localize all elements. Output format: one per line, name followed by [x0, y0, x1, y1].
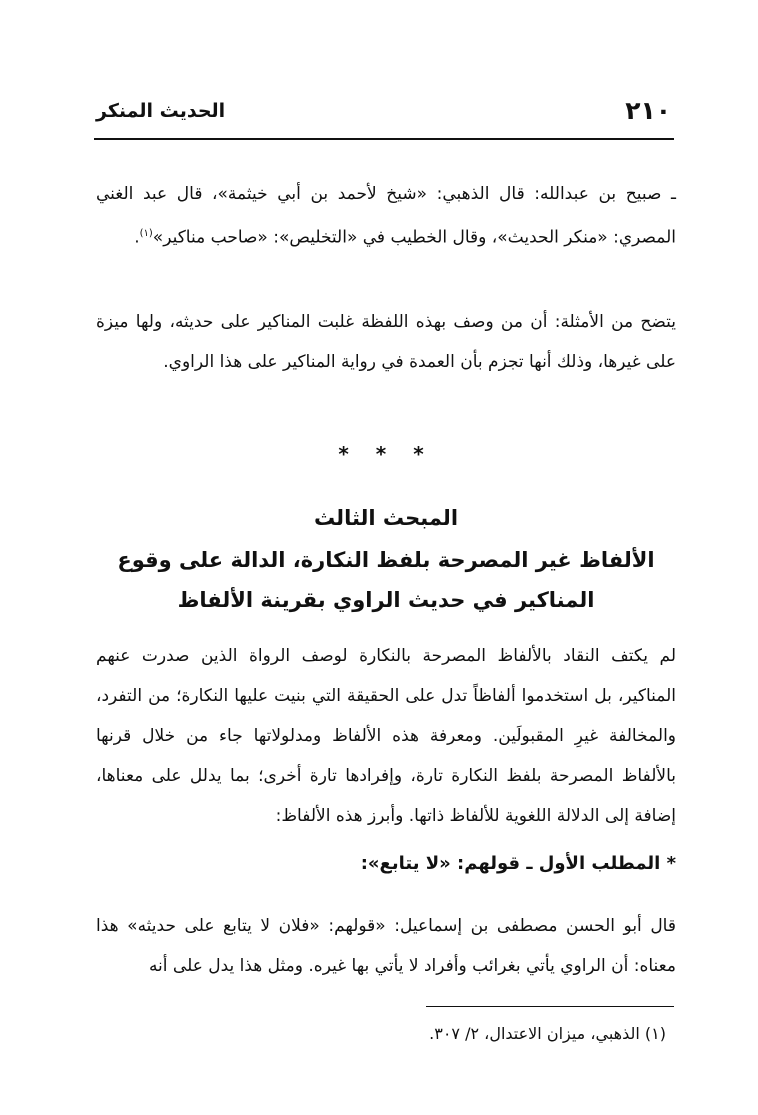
paragraph-text: ـ صبيح بن عبدالله: قال الذهبي: «شيخ لأحمد بن أبي خيثمة»، قال عبد الغني المصري: «منكر الحديث»، وقال الخطيب في «التخليص»: «صاحب مناكير» — [96, 184, 676, 248]
footnote: (١) الذهبي، ميزان الاعتدال، ٢/ ٣٠٧. — [429, 1024, 666, 1043]
paragraph-tail: . — [134, 227, 140, 248]
section-title-line-1: الألفاظ غير المصرحة بلفظ النكارة، الدالة على وقوع — [117, 548, 655, 572]
page-number: ٢١٠ — [625, 96, 671, 125]
running-title: الحديث المنكر — [96, 100, 226, 122]
paragraph-conclusion: يتضح من الأمثلة: أن من وصف بهذه اللفظة غلبت المناكير على حديثه، ولها ميزة على غيرها، وذلك أنها تجزم بأن العمدة في رواية المناكير على هذا الراوي. — [96, 312, 676, 372]
section-separator: * * * — [338, 442, 434, 466]
paragraph-introduction: لم يكتف النقاد بالألفاظ المصرحة بالنكارة لوصف الرواة الذين صدرت عنهم المناكير، بل استخدموا ألفاظاً تدل على الحقيقة التي بنيت عليها النكارة؛ من التفرد، والمخالفة غيرِ المقبولَين. ومعرفة هذه الألفاظ ومدلولاتها جاء من خلال قرنها بالألفاظ المصرحة بلفظ النكارة تارة، وإفرادها تارة أخرى؛ بما يدلل على معناها، إضافة إلى الدلالة اللغوية للألفاظ ذاتها. وأبرز هذه الألفاظ: — [96, 646, 676, 826]
page-header — [96, 96, 671, 130]
paragraph-narrator-entry — [96, 174, 676, 258]
header-divider — [94, 138, 674, 140]
section-title-line-2: المناكير في حديث الراوي بقرينة الألفاظ — [177, 588, 595, 612]
footnote-reference[interactable]: (١) — [139, 228, 153, 239]
section-title — [96, 540, 676, 620]
subsection-heading: * المطلب الأول ـ قولهم: «لا يتابع»: — [360, 853, 676, 874]
paragraph-quote: قال أبو الحسن مصطفى بن إسماعيل: «قولهم: «فلان لا يتابع على حديثه» هذا معناه: أن الراوي يأتي بغرائب وأفراد لا يأتي بها غيره. ومثل هذا يدل على أنه — [96, 916, 676, 976]
section-label: المبحث الثالث — [313, 506, 459, 530]
footnote-divider — [426, 1006, 674, 1007]
